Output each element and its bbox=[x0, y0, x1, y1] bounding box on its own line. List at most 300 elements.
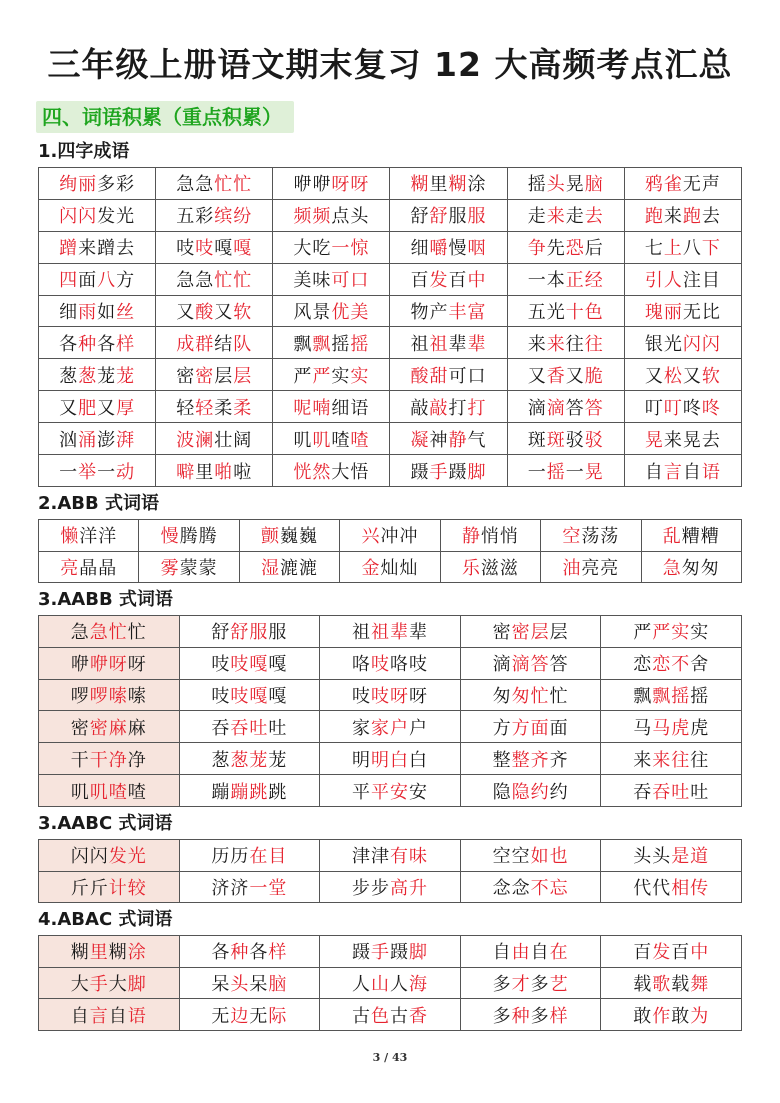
highlighted-text: 辈 bbox=[467, 333, 487, 355]
plain-text: 多 bbox=[492, 1005, 512, 1027]
plain-text: 汹 bbox=[59, 429, 79, 451]
plain-text: 咯 bbox=[351, 654, 371, 676]
word-cell bbox=[39, 263, 156, 295]
plain-text: 先 bbox=[546, 238, 566, 260]
plain-text: 津津 bbox=[351, 846, 390, 868]
highlighted-text: 言 bbox=[663, 461, 683, 483]
plain-text: 敲 bbox=[410, 397, 430, 419]
plain-text: 层 bbox=[549, 622, 569, 644]
highlighted-text: 空 bbox=[562, 526, 582, 548]
plain-text: 里 bbox=[195, 461, 215, 483]
highlighted-text: 祖 bbox=[429, 333, 449, 355]
plain-text: 又 bbox=[682, 365, 702, 387]
highlighted-text: 咽 bbox=[467, 238, 487, 260]
highlighted-text: 懒 bbox=[60, 526, 80, 548]
plain-text: 大悟 bbox=[331, 461, 370, 483]
highlighted-text: 忙 bbox=[530, 686, 550, 708]
highlighted-text: 噼 bbox=[176, 461, 196, 483]
plain-text: 叮 bbox=[644, 397, 664, 419]
plain-text: 呀 bbox=[408, 686, 428, 708]
plain-text: 方 bbox=[116, 270, 136, 292]
highlighted-text: 十色 bbox=[565, 302, 604, 323]
highlighted-text: 有味 bbox=[389, 846, 428, 868]
page-number: 3 / 43 bbox=[372, 1051, 408, 1064]
plain-text: 蒙蒙 bbox=[179, 557, 218, 579]
plain-text: 晶晶 bbox=[79, 557, 118, 579]
highlighted-text: 闪闪 bbox=[59, 206, 98, 228]
highlighted-text: 滴 bbox=[511, 654, 531, 676]
highlighted-text: 颤 bbox=[261, 526, 281, 548]
abb-words-table bbox=[38, 519, 742, 583]
plain-text: 百 bbox=[633, 942, 653, 964]
plain-text: 腾腾 bbox=[179, 526, 218, 548]
word-cell bbox=[340, 520, 440, 552]
highlighted-text: 舞 bbox=[690, 973, 710, 995]
table-row bbox=[39, 391, 742, 423]
highlighted-text: 急 bbox=[662, 557, 682, 579]
highlighted-text: 言 bbox=[89, 1005, 109, 1027]
highlighted-text: 兴 bbox=[361, 526, 381, 548]
subsection-heading-four-char-idioms: 1.四字成语 bbox=[38, 141, 130, 162]
highlighted-text: 歌 bbox=[652, 973, 672, 995]
plain-text: 又 bbox=[59, 397, 79, 419]
word-cell bbox=[460, 647, 601, 679]
word-cell bbox=[273, 455, 390, 487]
highlighted-text: 绚丽 bbox=[59, 174, 98, 196]
highlighted-text: 手 bbox=[429, 461, 449, 483]
plain-text: 洋洋 bbox=[79, 526, 118, 548]
word-cell bbox=[320, 840, 461, 872]
plain-text: 灿灿 bbox=[380, 557, 419, 579]
table-row bbox=[39, 295, 742, 327]
highlighted-text: 叮 bbox=[663, 397, 683, 419]
plain-text: 空空 bbox=[492, 846, 531, 868]
word-cell bbox=[390, 231, 507, 263]
highlighted-text: 来 bbox=[546, 333, 566, 355]
highlighted-text: 慢 bbox=[160, 526, 180, 548]
word-cell bbox=[320, 999, 461, 1031]
highlighted-text: 平 bbox=[370, 781, 390, 803]
plain-text: 匆 bbox=[492, 686, 512, 708]
plain-text: 古 bbox=[389, 1005, 409, 1027]
plain-text: 急急 bbox=[176, 270, 215, 292]
highlighted-text: 蹭 bbox=[59, 238, 79, 260]
table-row bbox=[39, 743, 742, 775]
word-cell bbox=[507, 263, 624, 295]
word-cell bbox=[39, 551, 139, 583]
word-cell bbox=[156, 359, 273, 391]
plain-text: 吞 bbox=[211, 717, 231, 739]
word-cell bbox=[39, 871, 180, 903]
table-row bbox=[39, 423, 742, 455]
plain-text: 明 bbox=[351, 749, 371, 771]
plain-text: 滴 bbox=[492, 654, 512, 676]
highlighted-text: 不忘 bbox=[530, 877, 569, 899]
highlighted-text: 乱 bbox=[662, 526, 682, 548]
plain-text: 各 bbox=[97, 333, 117, 355]
highlighted-text: 恍然 bbox=[293, 461, 332, 483]
plain-text: 嘎 bbox=[214, 238, 234, 260]
plain-text: 密 bbox=[70, 717, 90, 739]
plain-text: 斑 bbox=[527, 429, 547, 451]
word-cell bbox=[507, 168, 624, 200]
plain-text: 吐 bbox=[690, 781, 710, 803]
highlighted-text: 摇 bbox=[546, 461, 566, 483]
word-cell bbox=[601, 871, 742, 903]
table-row bbox=[39, 871, 742, 903]
plain-text: 糊 bbox=[108, 942, 128, 964]
highlighted-text: 湿 bbox=[261, 557, 281, 579]
highlighted-text: 辈 bbox=[389, 622, 409, 644]
highlighted-text: 香 bbox=[408, 1005, 428, 1027]
highlighted-text: 头 bbox=[230, 973, 250, 995]
plain-text: 茏 bbox=[97, 365, 117, 387]
highlighted-text: 吐 bbox=[249, 717, 269, 739]
highlighted-text: 凝 bbox=[410, 429, 430, 451]
plain-text: 吱 bbox=[351, 686, 371, 708]
plain-text: 忙 bbox=[127, 622, 147, 644]
highlighted-text: 软 bbox=[701, 365, 721, 387]
highlighted-text: 马 bbox=[652, 717, 672, 739]
highlighted-text: 密 bbox=[89, 717, 109, 739]
subsection-heading-abac-words: 4.ABAC 式词语 bbox=[38, 909, 173, 930]
word-cell bbox=[601, 967, 742, 999]
word-cell bbox=[39, 231, 156, 263]
highlighted-text: 严 bbox=[652, 622, 672, 644]
word-cell bbox=[460, 679, 601, 711]
plain-text: 澎 bbox=[97, 429, 117, 451]
page-title: 三年级上册语文期末复习 12 大高频考点汇总 bbox=[47, 45, 733, 84]
plain-text: 斤斤 bbox=[70, 877, 109, 899]
highlighted-text: 闪闪 bbox=[682, 333, 721, 355]
word-cell bbox=[39, 391, 156, 423]
highlighted-text: 发光 bbox=[108, 846, 147, 868]
highlighted-text: 实 bbox=[671, 622, 691, 644]
highlighted-text: 隐 bbox=[511, 781, 531, 803]
highlighted-text: 雨 bbox=[78, 302, 98, 323]
word-cell bbox=[39, 711, 180, 743]
highlighted-text: 方 bbox=[511, 717, 531, 739]
highlighted-text: 语 bbox=[701, 461, 721, 483]
plain-text: 又 bbox=[565, 365, 585, 387]
plain-text: 自 bbox=[70, 1005, 90, 1027]
plain-text: 一本 bbox=[527, 270, 566, 292]
plain-text: 户 bbox=[408, 717, 428, 739]
plain-text: 大 bbox=[108, 973, 128, 995]
plain-text: 喳 bbox=[127, 781, 147, 803]
word-cell bbox=[507, 295, 624, 327]
highlighted-text: 静 bbox=[461, 526, 481, 548]
word-cell bbox=[39, 840, 180, 872]
word-cell bbox=[390, 263, 507, 295]
plain-text: 净 bbox=[127, 749, 147, 771]
word-cell bbox=[624, 327, 741, 359]
plain-text: 安 bbox=[408, 781, 428, 803]
plain-text: 啰 bbox=[70, 686, 90, 708]
word-cell bbox=[460, 871, 601, 903]
highlighted-text: 打 bbox=[467, 397, 487, 419]
plain-text: 整 bbox=[492, 749, 512, 771]
plain-text: 打 bbox=[448, 397, 468, 419]
plain-text: 严 bbox=[293, 365, 313, 387]
aabc-words-table bbox=[38, 839, 742, 903]
plain-text: 自 bbox=[682, 461, 702, 483]
highlighted-text: 嚼 bbox=[429, 238, 449, 260]
plain-text: 蹑 bbox=[351, 942, 371, 964]
word-cell bbox=[273, 423, 390, 455]
plain-text: 马 bbox=[633, 717, 653, 739]
highlighted-text: 严 bbox=[312, 365, 332, 387]
highlighted-text: 可口 bbox=[331, 270, 370, 292]
plain-text: 各 bbox=[59, 333, 79, 355]
plain-text: 无比 bbox=[682, 302, 721, 323]
plain-text: 辈 bbox=[408, 622, 428, 644]
plain-text: 平 bbox=[351, 781, 371, 803]
highlighted-text: 脚 bbox=[127, 973, 147, 995]
plain-text: 里 bbox=[429, 174, 449, 196]
plain-text: 密 bbox=[176, 365, 196, 387]
highlighted-text: 高升 bbox=[389, 877, 428, 899]
plain-text: 自 bbox=[644, 461, 664, 483]
plain-text: 急急 bbox=[176, 174, 215, 196]
plain-text: 济济 bbox=[211, 877, 250, 899]
plain-text: 大吃 bbox=[293, 238, 332, 260]
highlighted-text: 麻 bbox=[108, 717, 128, 739]
highlighted-text: 层 bbox=[530, 622, 550, 644]
highlighted-text: 约 bbox=[530, 781, 550, 803]
plain-text: 祖 bbox=[351, 622, 371, 644]
highlighted-text: 恐 bbox=[565, 238, 585, 260]
word-cell bbox=[460, 711, 601, 743]
word-cell bbox=[320, 647, 461, 679]
plain-text: 自 bbox=[108, 1005, 128, 1027]
plain-text: 虎 bbox=[690, 717, 710, 739]
plain-text: 急 bbox=[70, 622, 90, 644]
plain-text: 冲冲 bbox=[380, 526, 419, 548]
word-cell bbox=[624, 199, 741, 231]
plain-text: 糊 bbox=[70, 942, 90, 964]
plain-text: 自 bbox=[530, 942, 550, 964]
highlighted-text: 厚 bbox=[116, 397, 136, 419]
plain-text: 如 bbox=[97, 302, 117, 323]
highlighted-text: 是道 bbox=[671, 846, 710, 868]
abac-words-table bbox=[38, 935, 742, 1031]
word-cell bbox=[179, 679, 320, 711]
word-cell bbox=[39, 423, 156, 455]
word-cell bbox=[39, 327, 156, 359]
plain-text: 舒 bbox=[211, 622, 231, 644]
highlighted-text: 种 bbox=[511, 1005, 531, 1027]
plain-text: 恋 bbox=[633, 654, 653, 676]
plain-text: 舍 bbox=[690, 654, 710, 676]
plain-text: 葱 bbox=[211, 749, 231, 771]
plain-text: 涂 bbox=[467, 174, 487, 196]
word-cell bbox=[507, 199, 624, 231]
plain-text: 摇 bbox=[690, 686, 710, 708]
plain-text: 嘎 bbox=[268, 686, 288, 708]
highlighted-text: 香 bbox=[546, 365, 566, 387]
word-cell bbox=[39, 647, 180, 679]
plain-text: 自 bbox=[492, 942, 512, 964]
plain-text: 各 bbox=[249, 942, 269, 964]
highlighted-text: 净 bbox=[108, 749, 128, 771]
word-cell bbox=[139, 520, 239, 552]
plain-text: 走 bbox=[527, 206, 547, 228]
plain-text: 咿 bbox=[70, 654, 90, 676]
plain-text: 八 bbox=[682, 238, 702, 260]
table-row bbox=[39, 936, 742, 968]
table-row bbox=[39, 999, 742, 1031]
plain-text: 往 bbox=[565, 333, 585, 355]
word-cell bbox=[390, 391, 507, 423]
word-cell bbox=[39, 455, 156, 487]
highlighted-text: 一堂 bbox=[249, 877, 288, 899]
highlighted-text: 下 bbox=[701, 238, 721, 260]
plain-text: 细 bbox=[410, 238, 430, 260]
highlighted-text: 茏 bbox=[116, 365, 136, 387]
word-cell bbox=[624, 455, 741, 487]
word-cell bbox=[39, 295, 156, 327]
word-cell bbox=[320, 967, 461, 999]
highlighted-text: 吱 bbox=[370, 686, 390, 708]
highlighted-text: 家 bbox=[370, 717, 390, 739]
highlighted-text: 样 bbox=[116, 333, 136, 355]
highlighted-text: 吞 bbox=[230, 717, 250, 739]
highlighted-text: 酸甜 bbox=[410, 365, 449, 387]
highlighted-text: 八 bbox=[97, 270, 117, 292]
plain-text: 荡荡 bbox=[581, 526, 620, 548]
plain-text: 吱 bbox=[211, 686, 231, 708]
plain-text: 多 bbox=[530, 973, 550, 995]
plain-text: 来 bbox=[633, 749, 653, 771]
table-row bbox=[39, 199, 742, 231]
word-cell bbox=[179, 840, 320, 872]
highlighted-text: 答 bbox=[584, 397, 604, 419]
highlighted-text: 作 bbox=[652, 1005, 672, 1027]
highlighted-text: 整 bbox=[511, 749, 531, 771]
highlighted-text: 来 bbox=[652, 749, 672, 771]
word-cell bbox=[139, 551, 239, 583]
word-cell bbox=[273, 391, 390, 423]
word-cell bbox=[390, 359, 507, 391]
plain-text: 晃 bbox=[565, 174, 585, 196]
word-cell bbox=[624, 359, 741, 391]
plain-text: 吱 bbox=[408, 654, 428, 676]
highlighted-text: 吱 bbox=[230, 654, 250, 676]
plain-text: 又 bbox=[644, 365, 664, 387]
plain-text: 五光 bbox=[527, 302, 566, 323]
highlighted-text: 啰 bbox=[89, 686, 109, 708]
highlighted-text: 嘎 bbox=[233, 238, 253, 260]
highlighted-text: 软 bbox=[233, 302, 253, 323]
plain-text: 驳 bbox=[565, 429, 585, 451]
plain-text: 慢 bbox=[448, 238, 468, 260]
highlighted-text: 涂 bbox=[127, 942, 147, 964]
highlighted-text: 层 bbox=[233, 365, 253, 387]
word-cell bbox=[179, 936, 320, 968]
highlighted-text: 轻 bbox=[195, 397, 215, 419]
highlighted-text: 面 bbox=[530, 717, 550, 739]
plain-text: 气 bbox=[467, 429, 487, 451]
plain-text: 五彩 bbox=[176, 206, 215, 228]
table-row bbox=[39, 168, 742, 200]
highlighted-text: 跑 bbox=[644, 206, 664, 228]
table-row bbox=[39, 359, 742, 391]
plain-text: 注目 bbox=[682, 270, 721, 292]
plain-text: 大 bbox=[70, 973, 90, 995]
highlighted-text: 由 bbox=[511, 942, 531, 964]
word-cell bbox=[601, 840, 742, 872]
highlighted-text: 松 bbox=[663, 365, 683, 387]
word-cell bbox=[390, 168, 507, 200]
highlighted-text: 恋 bbox=[652, 654, 672, 676]
word-cell bbox=[440, 551, 540, 583]
plain-text: 古 bbox=[351, 1005, 371, 1027]
highlighted-text: 才 bbox=[511, 973, 531, 995]
highlighted-text: 海 bbox=[408, 973, 428, 995]
plain-text: 茏 bbox=[268, 749, 288, 771]
highlighted-text: 虎 bbox=[671, 717, 691, 739]
highlighted-text: 波澜 bbox=[176, 429, 215, 451]
plain-text: 答 bbox=[565, 397, 585, 419]
plain-text: 咚 bbox=[682, 397, 702, 419]
highlighted-text: 来 bbox=[546, 206, 566, 228]
word-cell bbox=[460, 999, 601, 1031]
plain-text: 神 bbox=[429, 429, 449, 451]
highlighted-text: 语 bbox=[127, 1005, 147, 1027]
plain-text: 蹑 bbox=[389, 942, 409, 964]
word-cell bbox=[624, 391, 741, 423]
section-heading: 四、词语积累（重点积累） bbox=[36, 101, 294, 133]
word-cell bbox=[624, 231, 741, 263]
table-row bbox=[39, 840, 742, 872]
plain-text: 实 bbox=[331, 365, 351, 387]
word-cell bbox=[460, 616, 601, 648]
plain-text: 摇 bbox=[331, 333, 351, 355]
word-cell bbox=[460, 936, 601, 968]
highlighted-text: 缤纷 bbox=[214, 206, 253, 228]
word-cell bbox=[239, 551, 339, 583]
highlighted-text: 匆 bbox=[511, 686, 531, 708]
highlighted-text: 为 bbox=[690, 1005, 710, 1027]
highlighted-text: 静 bbox=[448, 429, 468, 451]
plain-text: 代代 bbox=[633, 877, 672, 899]
highlighted-text: 啪 bbox=[214, 461, 234, 483]
word-cell bbox=[601, 679, 742, 711]
highlighted-text: 亮 bbox=[60, 557, 80, 579]
highlighted-text: 服 bbox=[249, 622, 269, 644]
word-cell bbox=[320, 871, 461, 903]
plain-text: 白 bbox=[408, 749, 428, 771]
highlighted-text: 丰富 bbox=[448, 302, 487, 323]
plain-text: 叽 bbox=[293, 429, 313, 451]
word-cell bbox=[273, 168, 390, 200]
plain-text: 无 bbox=[211, 1005, 231, 1027]
word-cell bbox=[624, 423, 741, 455]
highlighted-text: 喳 bbox=[108, 781, 128, 803]
plain-text: 麻 bbox=[127, 717, 147, 739]
plain-text: 来蹭去 bbox=[78, 238, 136, 260]
highlighted-text: 边 bbox=[230, 1005, 250, 1027]
word-cell bbox=[541, 520, 641, 552]
plain-text: 吱 bbox=[211, 654, 231, 676]
table-row bbox=[39, 551, 742, 583]
highlighted-text: 往 bbox=[584, 333, 604, 355]
subsection-heading-aabb-words: 3.AABB 式词语 bbox=[38, 589, 173, 610]
plain-text: 跳 bbox=[268, 781, 288, 803]
highlighted-text: 脚 bbox=[408, 942, 428, 964]
highlighted-text: 忙 bbox=[108, 622, 128, 644]
